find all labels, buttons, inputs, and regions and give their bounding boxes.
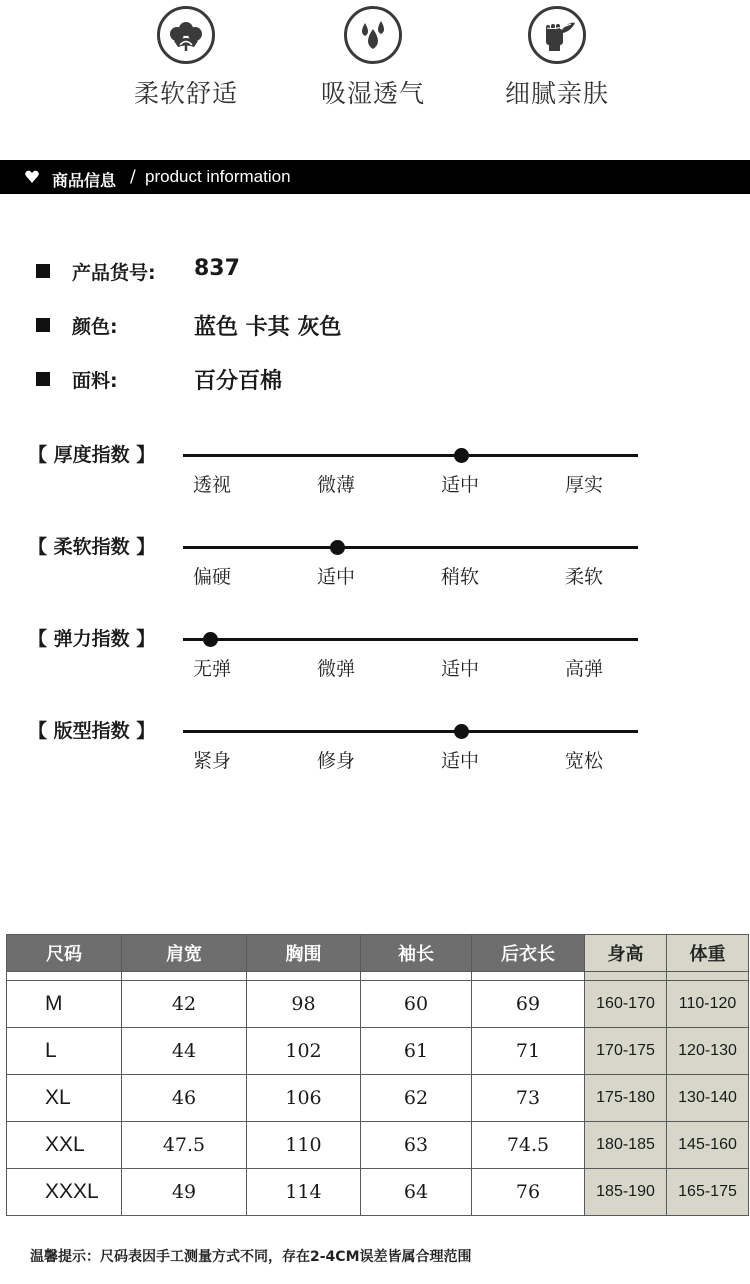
feature-label: 柔软舒适 — [133, 79, 238, 108]
table-row — [7, 1169, 749, 1216]
bullet-square-icon — [36, 318, 50, 332]
cell-height: 170-175 — [585, 1028, 667, 1075]
scale-marker — [203, 632, 218, 647]
table-spacer-row — [7, 972, 749, 981]
scale-option: 无弹 — [193, 658, 232, 680]
header-length: 后衣长 — [472, 935, 585, 972]
scale-option: 宽松 — [565, 750, 604, 772]
cell-shoulder: 46 — [122, 1075, 247, 1122]
info-value: 百分百棉 — [194, 369, 283, 394]
scale-option: 修身 — [317, 750, 356, 772]
cell-size: XXXL — [7, 1169, 122, 1216]
cotton-flower-icon — [157, 6, 215, 64]
scale-name: 【 弹力指数 】 — [28, 628, 156, 650]
cell-size: XL — [7, 1075, 122, 1122]
scale-marker — [454, 724, 469, 739]
section-title-cn: 商品信息 — [52, 171, 117, 190]
cell-shoulder: 47.5 — [122, 1122, 247, 1169]
cell-sleeve: 64 — [361, 1169, 472, 1216]
cell-sleeve: 63 — [361, 1122, 472, 1169]
cell-chest: 102 — [247, 1028, 361, 1075]
scale-line — [183, 638, 638, 641]
scale-option: 厚实 — [565, 474, 604, 496]
scale-option: 适中 — [441, 658, 480, 680]
scale-line — [183, 546, 638, 549]
scale-option: 柔软 — [565, 566, 604, 588]
feature-skin-friendly — [472, 6, 642, 110]
scale-option: 紧身 — [193, 750, 232, 772]
cell-chest: 98 — [247, 981, 361, 1028]
cell-chest: 110 — [247, 1122, 361, 1169]
scale-option: 微弹 — [317, 658, 356, 680]
scale-option: 偏硬 — [193, 566, 232, 588]
cell-weight: 130-140 — [667, 1075, 749, 1122]
bullet-square-icon — [36, 372, 50, 386]
size-table-header — [7, 935, 749, 972]
water-drops-icon — [344, 6, 402, 64]
table-row — [7, 981, 749, 1028]
scale-option: 适中 — [317, 566, 356, 588]
bullet-square-icon — [36, 264, 50, 278]
scale-fit — [0, 716, 750, 786]
cell-chest: 106 — [247, 1075, 361, 1122]
scale-marker — [454, 448, 469, 463]
cell-length: 76 — [472, 1169, 585, 1216]
header-height: 身高 — [585, 935, 667, 972]
cell-chest: 114 — [247, 1169, 361, 1216]
header-chest: 胸围 — [247, 935, 361, 972]
scale-option: 适中 — [441, 750, 480, 772]
cell-length: 73 — [472, 1075, 585, 1122]
info-key: 产品货号: — [72, 262, 156, 284]
cell-height: 185-190 — [585, 1169, 667, 1216]
cell-length: 69 — [472, 981, 585, 1028]
cell-sleeve: 60 — [361, 981, 472, 1028]
cell-sleeve: 61 — [361, 1028, 472, 1075]
header-sleeve: 袖长 — [361, 935, 472, 972]
header-size: 尺码 — [7, 935, 122, 972]
scale-option: 适中 — [441, 474, 480, 496]
size-note: 温馨提示：尺码表因手工测量方式不同，存在2-4CM误差皆属合理范围 — [30, 1249, 472, 1265]
cell-shoulder: 49 — [122, 1169, 247, 1216]
header-weight: 体重 — [667, 935, 749, 972]
scale-option: 透视 — [193, 474, 232, 496]
header-shoulder: 肩宽 — [122, 935, 247, 972]
cell-sleeve: 62 — [361, 1075, 472, 1122]
cell-weight: 120-130 — [667, 1028, 749, 1075]
cell-length: 71 — [472, 1028, 585, 1075]
info-value: 837 — [194, 256, 240, 281]
feature-breathable — [288, 6, 458, 110]
heart-icon — [24, 169, 40, 185]
scale-option: 高弹 — [565, 658, 604, 680]
info-key: 颜色: — [72, 316, 118, 338]
scale-option: 微薄 — [317, 474, 356, 496]
cell-size: M — [7, 981, 122, 1028]
scale-elasticity — [0, 624, 750, 694]
info-key: 面料: — [72, 370, 118, 392]
cell-length: 74.5 — [472, 1122, 585, 1169]
scale-line — [183, 730, 638, 733]
scale-thickness — [0, 440, 750, 510]
section-title-separator: / — [130, 167, 136, 187]
feature-label: 细腻亲肤 — [504, 79, 609, 108]
table-row — [7, 1075, 749, 1122]
section-title-en: product information — [145, 167, 291, 186]
scale-softness — [0, 532, 750, 602]
size-table — [6, 934, 749, 1216]
cell-shoulder: 44 — [122, 1028, 247, 1075]
cell-weight: 110-120 — [667, 981, 749, 1028]
cell-height: 160-170 — [585, 981, 667, 1028]
scale-marker — [330, 540, 345, 555]
scale-line — [183, 454, 638, 457]
cell-weight: 145-160 — [667, 1122, 749, 1169]
feature-soft — [101, 6, 271, 110]
scale-name: 【 柔软指数 】 — [28, 536, 156, 558]
fist-leaf-icon — [528, 6, 586, 64]
table-row — [7, 1122, 749, 1169]
scale-option: 稍软 — [441, 566, 480, 588]
cell-size: XXL — [7, 1122, 122, 1169]
cell-height: 175-180 — [585, 1075, 667, 1122]
info-value: 蓝色 卡其 灰色 — [194, 315, 342, 340]
cell-height: 180-185 — [585, 1122, 667, 1169]
scale-name: 【 版型指数 】 — [28, 720, 156, 742]
cell-weight: 165-175 — [667, 1169, 749, 1216]
cell-shoulder: 42 — [122, 981, 247, 1028]
table-row — [7, 1028, 749, 1075]
cell-size: L — [7, 1028, 122, 1075]
scale-name: 【 厚度指数 】 — [28, 444, 156, 466]
feature-label: 吸湿透气 — [320, 79, 425, 108]
section-header-bar — [0, 160, 750, 194]
